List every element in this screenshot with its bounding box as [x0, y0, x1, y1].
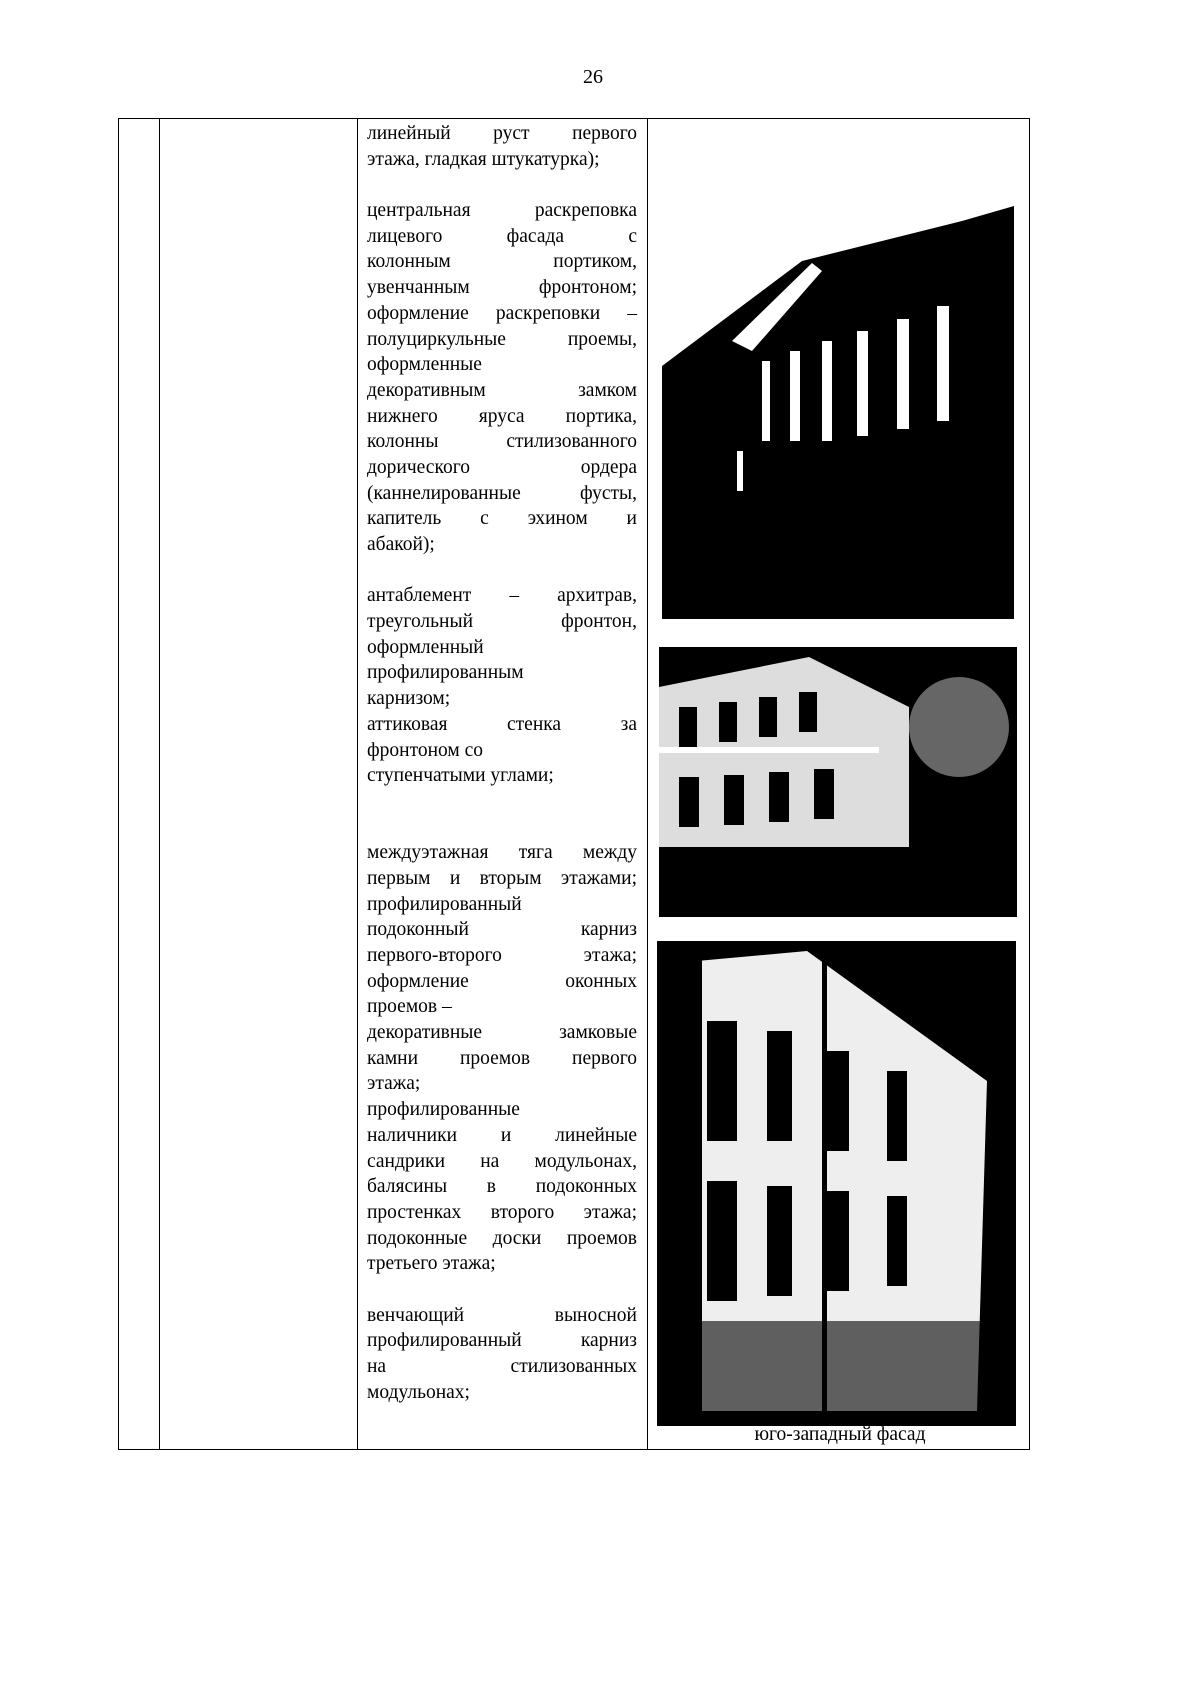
description-line: модульонах;	[367, 1381, 470, 1403]
blank-line	[367, 789, 637, 815]
column-divider	[159, 119, 160, 1449]
description-line: этажа;	[367, 1073, 421, 1095]
photo-street-facade	[659, 647, 1017, 917]
column-divider	[357, 119, 358, 1449]
blank-line	[367, 558, 637, 584]
description-line: простенках второго этажа;	[367, 1201, 637, 1223]
description-line: оформление раскреповки –	[367, 302, 637, 324]
description-line: междуэтажная тяга между	[367, 842, 637, 864]
description-line: оформленный	[367, 636, 484, 658]
description-line: балясины в подоконных	[367, 1176, 637, 1198]
description-line: профилированный	[367, 893, 522, 915]
description-line: абакой);	[367, 534, 435, 555]
description-line: фронтоном со	[367, 739, 484, 761]
description-line: оформленные	[367, 354, 482, 376]
description-line: первого-второго этажа;	[367, 945, 637, 966]
description-line: декоративным замком	[367, 379, 637, 401]
description-line: нижнего яруса портика,	[367, 405, 637, 427]
description-line: аттиковая стенка за	[367, 713, 637, 735]
description-line: колонным портиком,	[367, 251, 637, 273]
description-line: карнизом;	[367, 688, 451, 710]
description-line: дорического ордера	[367, 456, 637, 478]
description-table	[118, 118, 1030, 1450]
description-line: профилированные	[367, 1099, 520, 1121]
column-divider	[647, 119, 648, 1449]
description-line: антаблемент – архитрав,	[367, 585, 637, 607]
blank-line	[367, 1277, 637, 1303]
photo-southwest-facade	[657, 941, 1016, 1426]
description-text-cell	[367, 121, 637, 1405]
description-line: подоконный карниз	[367, 919, 637, 941]
description-line: на стилизованных	[367, 1356, 637, 1377]
description-line: этажа, гладкая штукатурка);	[367, 148, 600, 170]
photo-portico-facade	[662, 201, 1014, 619]
blank-line	[367, 815, 637, 841]
description-line: оформление оконных	[367, 970, 637, 992]
description-line: увенчанным фронтоном;	[367, 277, 637, 299]
description-line: треугольный фронтон,	[367, 611, 637, 633]
description-line: профилированный карниз	[367, 1330, 637, 1352]
description-line: колонны стилизованного	[367, 431, 637, 453]
description-line: профилированным	[367, 662, 524, 684]
description-line: камни проемов первого	[367, 1047, 637, 1069]
page-number: 26	[583, 66, 603, 88]
description-line: третьего этажа;	[367, 1253, 496, 1275]
description-line: капитель с эхином и	[367, 508, 637, 530]
description-line: центральная раскреповка	[367, 200, 637, 222]
description-line: лицевого фасада с	[367, 225, 637, 247]
description-line: проемов –	[367, 996, 452, 1018]
description-line: венчающий выносной	[367, 1304, 637, 1326]
description-line: первым и вторым этажами;	[367, 867, 637, 889]
description-line: сандрики на модульонах,	[367, 1150, 637, 1172]
description-line: ступенчатыми углами;	[367, 765, 554, 787]
description-line: наличники и линейные	[367, 1124, 637, 1146]
description-line: полуциркульные проемы,	[367, 328, 637, 350]
description-line: линейный руст первого	[367, 123, 637, 144]
description-line: (каннелированные фусты,	[367, 482, 637, 504]
photo-caption: юго-западный фасад	[754, 1424, 926, 1445]
blank-line	[367, 172, 637, 198]
description-line: подоконные доски проемов	[367, 1227, 637, 1249]
description-line: декоративные замковые	[367, 1022, 637, 1044]
